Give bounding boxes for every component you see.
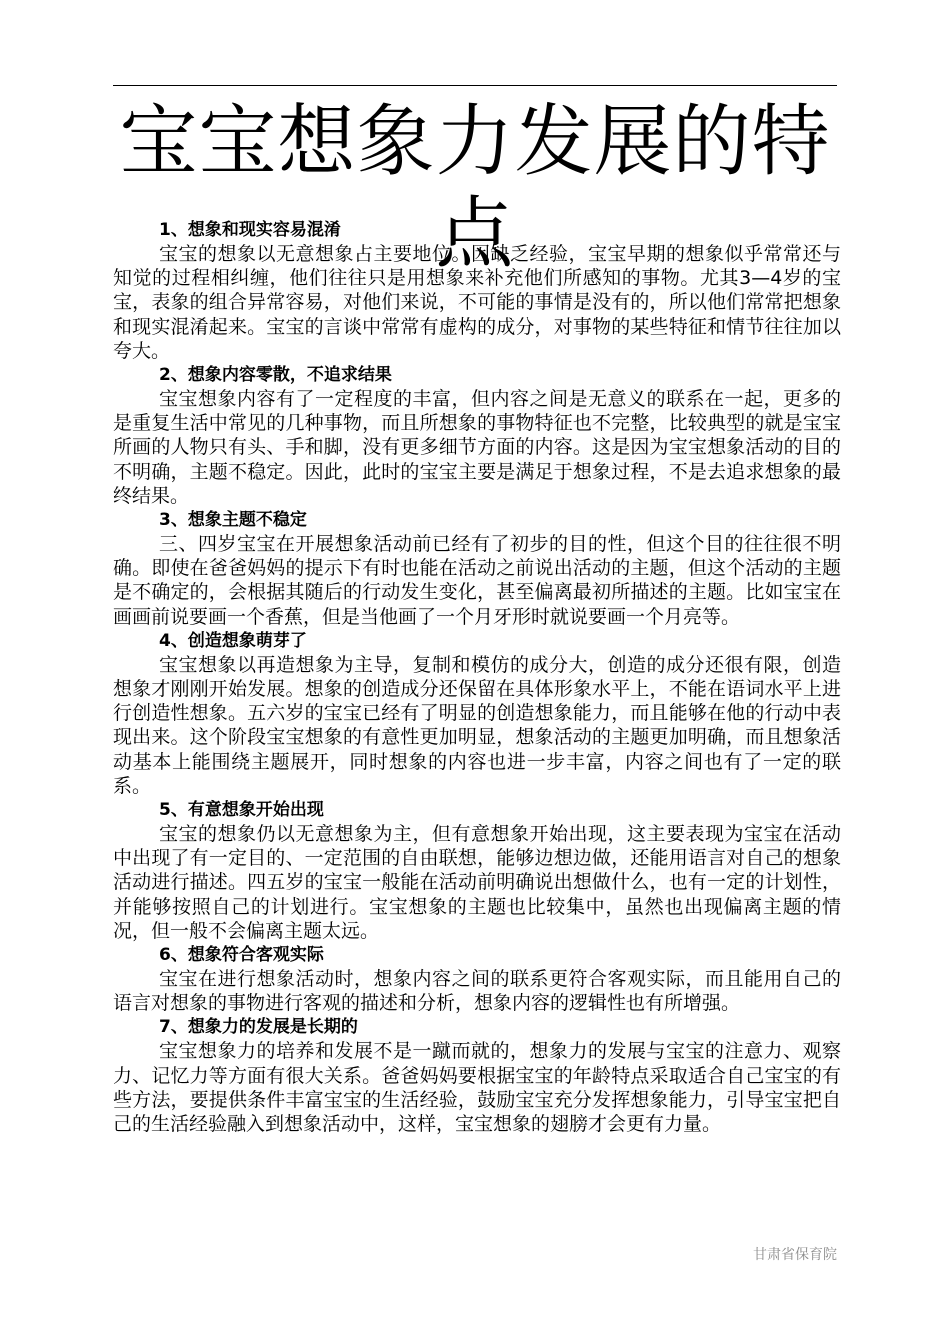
section-heading: 2、想象内容零散，不追求结果 (159, 365, 392, 386)
section-paragraph: 宝宝想象以再造想象为主导，复制和模仿的成分大，创造的成分还很有限，创造想象才刚刚开始发展。想象的创造成分还保留在具体形象水平上，不能在语词水平上进行创造性想象。五六岁的宝宝已经有了明显的创造想象能力，而且能够在他的行动中表现出来。这个阶段宝宝想象的有意性更加明显，想象活动的主题更加明确，而且想象活动基本上能围绕主题展开，同时想象的内容也进一步丰富，内容之间也有了一定的联系。 (113, 653, 841, 797)
section-heading: 1、想象和现实容易混淆 (159, 220, 341, 240)
section (113, 1015, 841, 1136)
section-heading: 3、想象主题不稳定 (159, 510, 307, 531)
section-paragraph: 三、四岁宝宝在开展想象活动前已经有了初步的目的性，但这个目的往往很不明确。即使在爸爸妈妈的提示下有时也能在活动之前说出活动的主题，但这个活动的主题是不确定的，会根据其随后的行动发生变化，甚至偏离最初所描述的主题。比如宝宝在画画前说要画一个香蕉，但是当他画了一个月牙形时就说要画一个月亮等。 (113, 533, 841, 628)
section (113, 363, 841, 508)
page-title: 宝宝想象力发展的特点 (119, 97, 831, 279)
section (113, 218, 841, 363)
footer-organization: 甘肃省保育院 (753, 1247, 837, 1263)
section-heading: 7、想象力的发展是长期的 (159, 1017, 358, 1038)
section-paragraph: 宝宝在进行想象活动时，想象内容之间的联系更符合客观实际，而且能用自己的语言对想象的事物进行客观的描述和分析，想象内容的逻辑性也有所增强。 (113, 968, 841, 1015)
section-paragraph: 宝宝的想象以无意想象占主要地位。因缺乏经验，宝宝早期的想象似乎常常还与知觉的过程相纠缠，他们往往只是用想象来补充他们所感知的事物。尤其3—4岁的宝宝，表象的组合异常容易，对他们来说，不可能的事情是没有的，所以他们常常把想象和现实混淆起来。宝宝的言谈中常常有虚构的成分，对事物的某些特征和情节往往加以夸大。 (113, 243, 841, 362)
section-paragraph: 宝宝的想象仍以无意想象为主，但有意想象开始出现，这主要表现为宝宝在活动中出现了有一定目的、一定范围的自由联想，能够边想边做，还能用语言对自己的想象活动进行描述。四五岁的宝宝一般能在活动前明确说出想做什么，也有一定的计划性，并能够按照自己的计划进行。宝宝想象的主题也比较集中，虽然也出现偏离主题的情况，但一般不会偏离主题太远。 (113, 823, 841, 942)
section (113, 943, 841, 1015)
header-rule (113, 85, 837, 86)
section (113, 629, 841, 798)
section-heading: 6、想象符合客观实际 (159, 945, 324, 966)
section-paragraph: 宝宝想象力的培养和发展不是一蹴而就的，想象力的发展与宝宝的注意力、观察力、记忆力等方面有很大关系。爸爸妈妈要根据宝宝的年龄特点采取适合自己宝宝的有些方法，要提供条件丰富宝宝的生活经验，鼓励宝宝充分发挥想象能力，引导宝宝把自己的生活经验融入到想象活动中，这样，宝宝想象的翅膀才会更有力量。 (113, 1040, 841, 1136)
article-body (113, 218, 841, 1136)
section-heading: 4、创造想象萌芽了 (159, 630, 307, 651)
section (113, 798, 841, 943)
section (113, 508, 841, 629)
section-heading: 5、有意想象开始出现 (159, 800, 324, 821)
section-paragraph: 宝宝想象内容有了一定程度的丰富，但内容之间是无意义的联系在一起，更多的是重复生活中常见的几种事物，而且所想象的事物特征也不完整，比较典型的就是宝宝所画的人物只有头、手和脚，没有更多细节方面的内容。这是因为宝宝想象活动的目的不明确，主题不稳定。因此，此时的宝宝主要是满足于想象过程，不是去追求想象的最终结果。 (113, 388, 841, 507)
